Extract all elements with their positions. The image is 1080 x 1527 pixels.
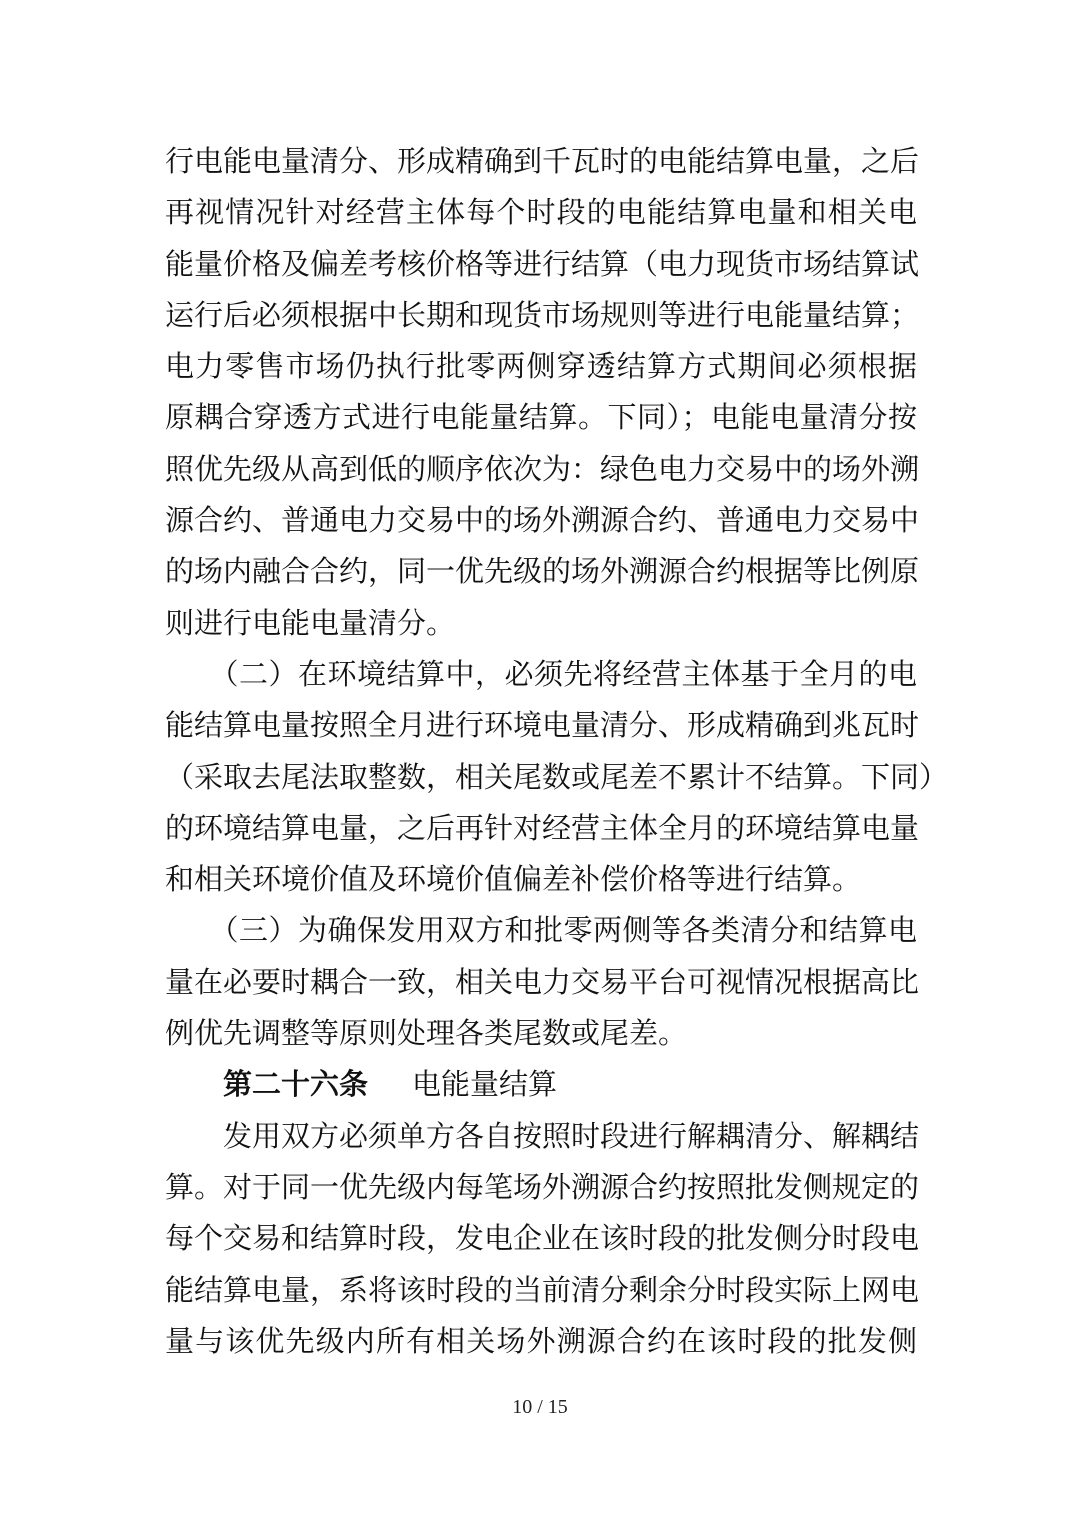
- paragraph: [165, 136, 920, 649]
- text-line: （三）为确保发用双方和批零两侧等各类清分和结算电: [165, 913, 917, 948]
- text-line: 的环境结算电量，之后再针对经营主体全月的环境结算电量: [165, 810, 920, 845]
- article-heading: [165, 1059, 917, 1110]
- paragraph: [165, 905, 920, 1059]
- text-line: （二）在环境结算中，必须先将经营主体基于全月的电: [165, 656, 917, 691]
- text-line: 则进行电能电量清分。: [165, 605, 456, 640]
- page-number: 10 / 15: [512, 1396, 568, 1418]
- text-line: 原耦合穿透方式进行电能量结算。下同）；电能电量清分按: [165, 400, 917, 435]
- article-title: 电能量结算: [412, 1067, 558, 1102]
- text-line: 发用双方必须单方各自按照时段进行解耦清分、解耦结: [165, 1118, 920, 1153]
- paragraph: [165, 649, 949, 905]
- paragraph: [165, 1111, 920, 1367]
- text-line: 算。对于同一优先级内每笔场外溯源合约按照批发侧规定的: [165, 1169, 920, 1204]
- article-number: 第二十六条: [223, 1067, 369, 1102]
- text-line: 能结算电量，系将该时段的当前清分剩余分时段实际上网电: [165, 1272, 920, 1307]
- text-line: 源合约、普通电力交易中的场外溯源合约、普通电力交易中: [165, 503, 920, 538]
- text-line: 量与该优先级内所有相关场外溯源合约在该时段的批发侧: [165, 1323, 917, 1358]
- text-line: 量在必要时耦合一致，相关电力交易平台可视情况根据高比: [165, 964, 920, 999]
- text-line: 再视情况针对经营主体每个时段的电能结算电量和相关电: [165, 195, 917, 230]
- text-line: 能量价格及偏差考核价格等进行结算（电力现货市场结算试: [165, 246, 920, 281]
- text-line: 照优先级从高到低的顺序依次为：绿色电力交易中的场外溯: [165, 451, 920, 486]
- text-line: 能结算电量按照全月进行环境电量清分、形成精确到兆瓦时: [165, 708, 920, 743]
- text-line: 行电能电量清分、形成精确到千瓦时的电能结算电量，之后: [165, 144, 920, 178]
- body-text: [165, 136, 949, 1367]
- text-line: 电力零售市场仍执行批零两侧穿透结算方式期间必须根据: [165, 349, 917, 384]
- text-line: 例优先调整等原则处理各类尾数或尾差。: [165, 1016, 688, 1051]
- text-line: 的场内融合合约，同一优先级的场外溯源合约根据等比例原: [165, 554, 920, 589]
- text-line: 运行后必须根据中长期和现货市场规则等进行电能量结算；: [165, 297, 920, 332]
- text-line: （采取去尾法取整数，相关尾数或尾差不累计不结算。下同）: [165, 759, 949, 794]
- text-line: 每个交易和结算时段，发电企业在该时段的批发侧分时段电: [165, 1221, 920, 1256]
- text-line: 和相关环境价值及环境价值偏差补偿价格等进行结算。: [165, 862, 862, 897]
